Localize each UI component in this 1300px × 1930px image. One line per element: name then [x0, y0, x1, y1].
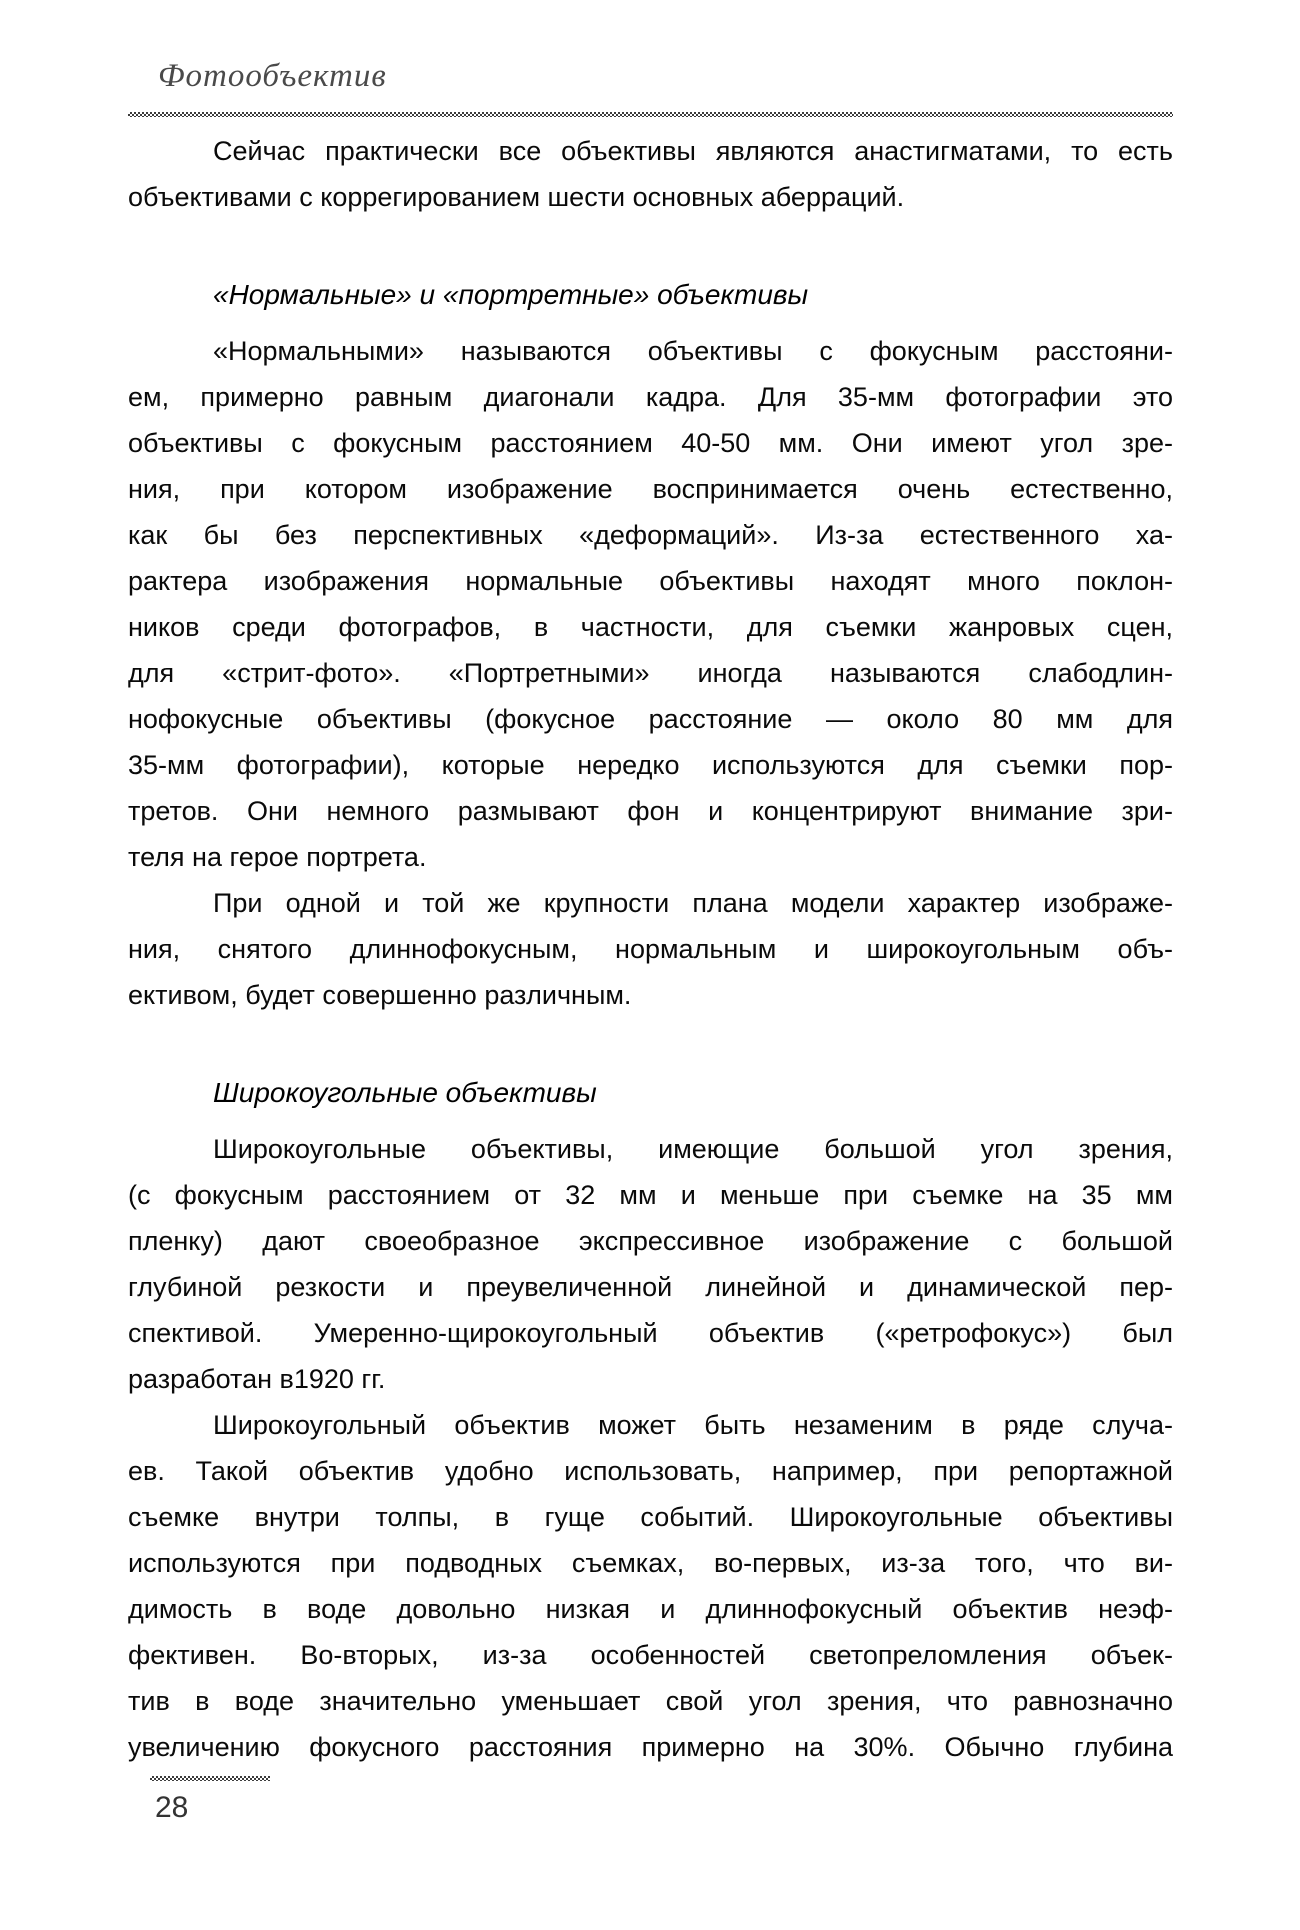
text-line: ев. Такой объектив удобно использовать, например, при репортажной: [128, 1456, 1173, 1486]
text-line: ния, снятого длиннофокусным, нормальным и широкоугольным объ-: [128, 934, 1173, 964]
text-line: разработан в1920 гг.: [128, 1364, 386, 1394]
text-line: (с фокусным расстоянием от 32 мм и меньше при съемке на 35 мм: [128, 1180, 1173, 1210]
page-text: [128, 128, 1173, 1770]
text-line: объективы с фокусным расстоянием 40-50 мм. Они имеют угол зре-: [128, 428, 1173, 458]
text-line: для «стрит-фото». «Портретными» иногда называются слабодлин-: [128, 658, 1173, 688]
text-line: ников среди фотографов, в частности, для съемки жанровых сцен,: [128, 612, 1173, 642]
text-line: объективами с коррегированием шести основных аберраций.: [128, 182, 905, 212]
text-line: третов. Они немного размывают фон и концентрируют внимание зри-: [128, 796, 1173, 826]
text-line: увеличению фокусного расстояния примерно на 30%. Обычно глубина: [128, 1732, 1173, 1762]
paragraph-intro: [128, 128, 1173, 220]
footer-rule: [150, 1776, 270, 1781]
paragraph-wide-angle-usage: [128, 1402, 1173, 1770]
text-line: съемке внутри толпы, в гуще событий. Широкоугольные объективы: [128, 1502, 1173, 1532]
text-line: используются при подводных съемках, во-первых, из-за того, что ви-: [128, 1548, 1173, 1578]
text-line: глубиной резкости и преувеличенной линейной и динамической пер-: [128, 1272, 1173, 1302]
text-line: ния, при котором изображение воспринимается очень естественно,: [128, 474, 1173, 504]
paragraph-normal-lenses: [128, 328, 1173, 880]
text-line: рактера изображения нормальные объективы находят много поклон-: [128, 566, 1173, 596]
text-line: Сейчас практически все объективы являются анастигматами, то есть: [213, 136, 1173, 166]
paragraph-framing-comparison: [128, 880, 1173, 1018]
text-line: нофокусные объективы (фокусное расстояние — около 80 мм для: [128, 704, 1173, 734]
text-line: тив в воде значительно уменьшает свой угол зрения, что равнозначно: [128, 1686, 1173, 1716]
text-line: димость в воде довольно низкая и длиннофокусный объектив неэф-: [128, 1594, 1173, 1624]
running-header: Фотообъектив: [158, 58, 387, 94]
text-line: «Нормальными» называются объективы с фокусным расстояни-: [213, 336, 1173, 366]
text-line: Широкоугольный объектив может быть незаменим в ряде случа-: [213, 1410, 1173, 1440]
text-line: ем, примерно равным диагонали кадра. Для 35-мм фотографии это: [128, 382, 1173, 412]
text-line: теля на герое портрета.: [128, 842, 427, 872]
text-line: 35-мм фотографии), которые нередко используются для съемки пор-: [128, 750, 1173, 780]
text-line: При одной и той же крупности плана модели характер изображе-: [213, 888, 1173, 918]
text-line: пленку) дают своеобразное экспрессивное изображение с большой: [128, 1226, 1173, 1256]
page-number: 28: [155, 1791, 189, 1824]
section-heading-wide-angle: Широкоугольные объективы: [213, 1077, 597, 1108]
paragraph-wide-angle-description: [128, 1126, 1173, 1402]
header-rule: [128, 112, 1173, 117]
text-line: фективен. Во-вторых, из-за особенностей светопреломления объек-: [128, 1640, 1173, 1670]
section-heading-normal-portrait: «Нормальные» и «портретные» объективы: [213, 279, 809, 310]
text-line: как бы без перспективных «деформаций». Из-за естественного ха-: [128, 520, 1173, 550]
text-line: Широкоугольные объективы, имеющие большой угол зрения,: [213, 1134, 1173, 1164]
text-line: ективом, будет совершенно различным.: [128, 980, 632, 1010]
text-line: спективой. Умеренно-щирокоугольный объектив («ретрофокус») был: [128, 1318, 1173, 1348]
